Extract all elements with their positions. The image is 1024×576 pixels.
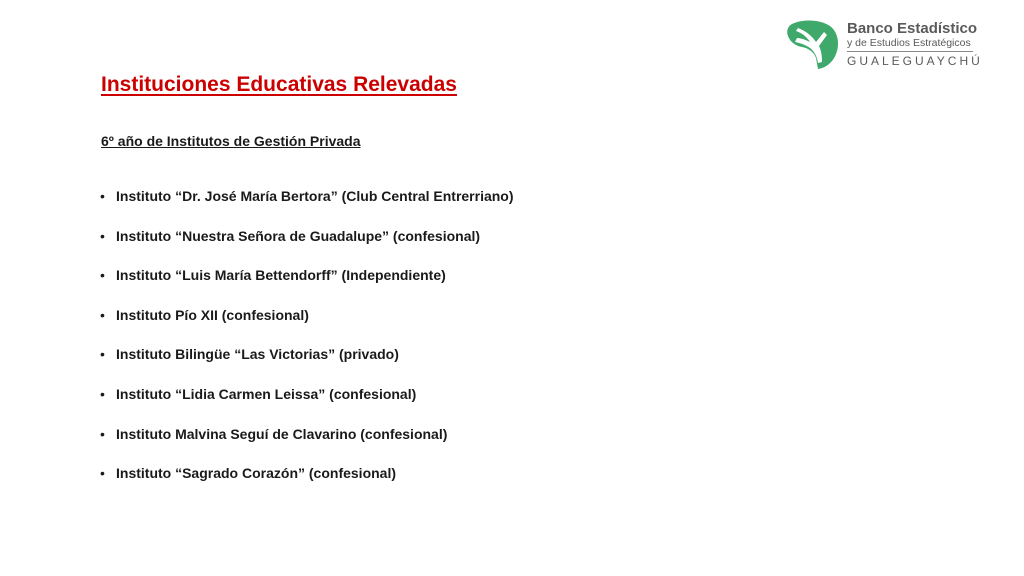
- list-item: [100, 226, 514, 266]
- page-title: Instituciones Educativas Relevadas: [101, 73, 457, 96]
- bullet-icon: •: [100, 425, 105, 442]
- list-item: [100, 384, 514, 424]
- list-item-text: Instituto Pío XII (confesional): [116, 306, 309, 323]
- logo: [786, 18, 986, 70]
- logo-name: Banco Estadístico: [847, 20, 978, 37]
- list-item-text: Instituto “Lidia Carmen Leissa” (confesional): [116, 385, 417, 402]
- list-item-text: Instituto “Sagrado Corazón” (confesional): [116, 465, 397, 482]
- bullet-icon: •: [100, 227, 105, 244]
- bullet-icon: •: [100, 306, 105, 323]
- bird-logo-icon: [786, 18, 840, 70]
- bullet-icon: •: [100, 385, 105, 402]
- bullet-icon: •: [100, 267, 105, 284]
- list-item: [100, 344, 514, 384]
- bullet-icon: •: [100, 465, 105, 482]
- list-item-text: Instituto “Nuestra Señora de Guadalupe” (confesional): [116, 227, 481, 244]
- list-item: [100, 265, 514, 305]
- list-item-text: Instituto “Luis María Bettendorff” (Independiente): [116, 267, 446, 284]
- list-item: [100, 463, 514, 503]
- logo-city: GUALEGUAYCHÚ: [847, 54, 983, 68]
- section-subtitle: 6º año de Institutos de Gestión Privada: [101, 133, 361, 149]
- bullet-icon: •: [100, 346, 105, 363]
- list-item-text: Instituto Bilingüe “Las Victorias” (privado): [116, 346, 399, 363]
- list-item-text: Instituto “Dr. José María Bertora” (Club Central Entrerriano): [116, 188, 514, 204]
- list-item: [100, 305, 514, 345]
- bullet-icon: •: [100, 188, 105, 204]
- list-item-text: Instituto Malvina Seguí de Clavarino (confesional): [116, 425, 448, 442]
- institution-list: [100, 186, 514, 503]
- logo-text: [847, 20, 985, 69]
- list-item: [100, 424, 514, 464]
- logo-subtitle: y de Estudios Estratégicos: [847, 37, 973, 52]
- list-item: [100, 186, 514, 226]
